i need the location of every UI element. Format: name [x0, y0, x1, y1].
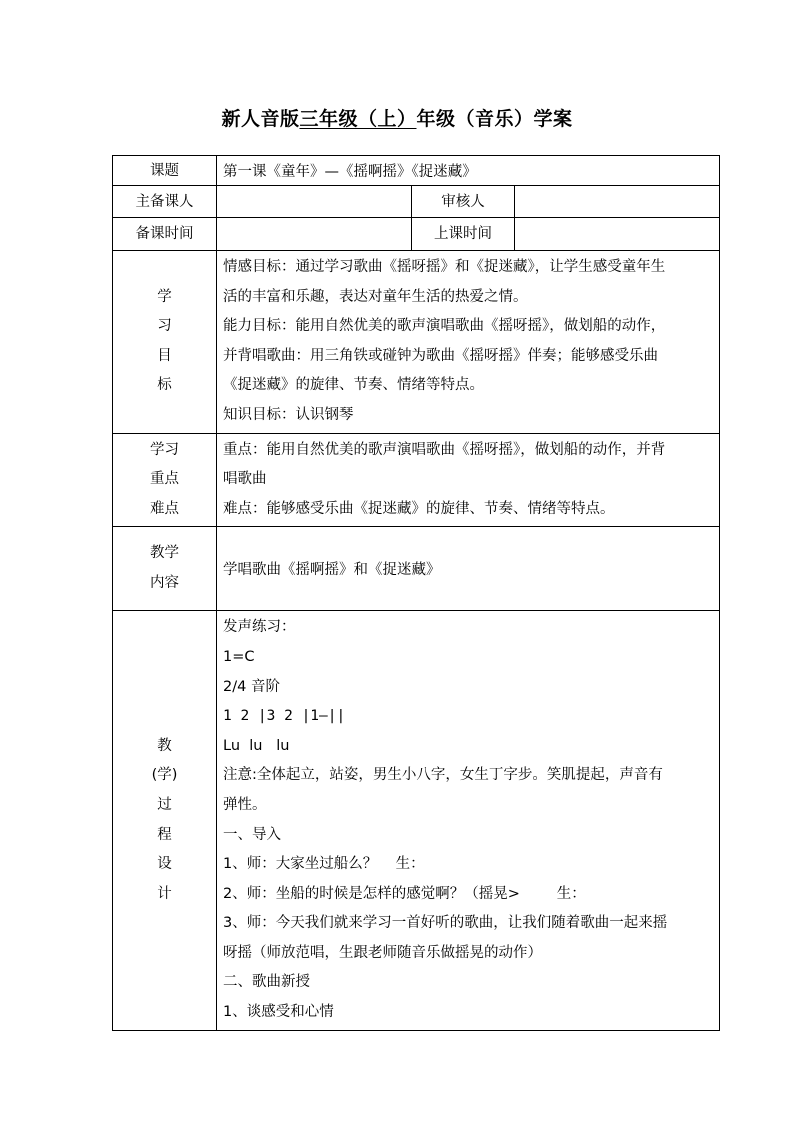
- keypoints-line: 重点：能用自然优美的歌声演唱歌曲《摇呀摇》，做划船的动作，并背: [223, 441, 666, 458]
- content-row: [113, 527, 720, 611]
- title-suffix: 年级（音乐）学案: [416, 108, 573, 130]
- topic-label: 课题: [113, 156, 217, 186]
- process-line: 2、师：坐船的时候是怎样的感觉啊？（摇晃> 生：: [223, 885, 586, 902]
- class-time-label: 上课时间: [412, 218, 515, 251]
- goals-content: [217, 251, 720, 434]
- class-time-value: [515, 218, 720, 251]
- title-prefix: 新人音版: [221, 108, 300, 130]
- page-title: [0, 104, 794, 131]
- goals-line: 能力目标：能用自然优美的歌声演唱歌曲《摇呀摇》，做划船的动作，: [223, 318, 666, 335]
- process-line: 注意:全体起立，站姿，男生小八字，女生丁字步。笑肌提起，声音有: [223, 767, 663, 784]
- keypoints-content: [217, 433, 720, 527]
- process-row: [113, 611, 720, 1030]
- preparer-label: 主备课人: [113, 186, 217, 218]
- process-line: 发声练习：: [223, 619, 296, 636]
- goals-line: 并背唱歌曲：用三角铁或碰钟为歌曲《摇呀摇》伴奏；能够感受乐曲: [223, 347, 658, 364]
- preparer-row: [113, 186, 720, 218]
- topic-row: [113, 156, 720, 186]
- preparer-value: [217, 186, 412, 218]
- process-line: 1 2 |3 2 |1—||: [223, 708, 346, 725]
- process-line: 弹性。: [223, 796, 267, 813]
- prep-time-value: [217, 218, 412, 251]
- lesson-plan-table: [112, 155, 720, 1031]
- goals-line: 活的丰富和乐趣，表达对童年生活的热爱之情。: [223, 288, 528, 305]
- process-line: 一、导入: [223, 826, 281, 843]
- process-line: 3、师：今天我们就来学习一首好听的歌曲，让我们随着歌曲一起来摇: [223, 915, 668, 932]
- goals-row: [113, 251, 720, 434]
- process-line: 1、谈感受和心情: [223, 1004, 334, 1021]
- process-line: 2/4 音阶: [223, 678, 280, 695]
- keypoints-label: 学习 重点 难点: [113, 433, 217, 527]
- reviewer-label: 审核人: [412, 186, 515, 218]
- goals-line: 知识目标：认识钢琴: [223, 406, 354, 423]
- process-content: [217, 611, 720, 1030]
- process-line: 1=C: [223, 648, 255, 665]
- reviewer-value: [515, 186, 720, 218]
- process-line: 二、歌曲新授: [223, 974, 310, 991]
- prep-time-label: 备课时间: [113, 218, 217, 251]
- process-line: 呀摇（师放范唱，生跟老师随音乐做摇晃的动作）: [223, 944, 542, 961]
- time-row: [113, 218, 720, 251]
- goals-line: 《捉迷藏》的旋律、节奏、情绪等特点。: [223, 377, 484, 394]
- process-line: 1、师：大家坐过船么？ 生：: [223, 856, 425, 873]
- content-value: 学唱歌曲《摇啊摇》和《捉迷藏》: [217, 527, 720, 611]
- keypoints-line: 难点：能够感受乐曲《捉迷藏》的旋律、节奏、情绪等特点。: [223, 500, 615, 517]
- title-grade: 三年级（上）: [299, 108, 417, 130]
- content-label: 教学 内容: [113, 527, 217, 611]
- keypoints-line: 唱歌曲: [223, 471, 267, 488]
- goals-label: 学 习 目 标: [113, 251, 217, 434]
- keypoints-row: [113, 433, 720, 527]
- topic-value: 第一课《童年》—《摇啊摇》《捉迷藏》: [217, 156, 720, 186]
- goals-line: 情感目标：通过学习歌曲《摇呀摇》和《捉迷藏》，让学生感受童年生: [223, 259, 666, 275]
- process-label: 教 (学) 过 程 设 计: [113, 611, 217, 1030]
- process-line: Lu lu lu: [223, 737, 290, 754]
